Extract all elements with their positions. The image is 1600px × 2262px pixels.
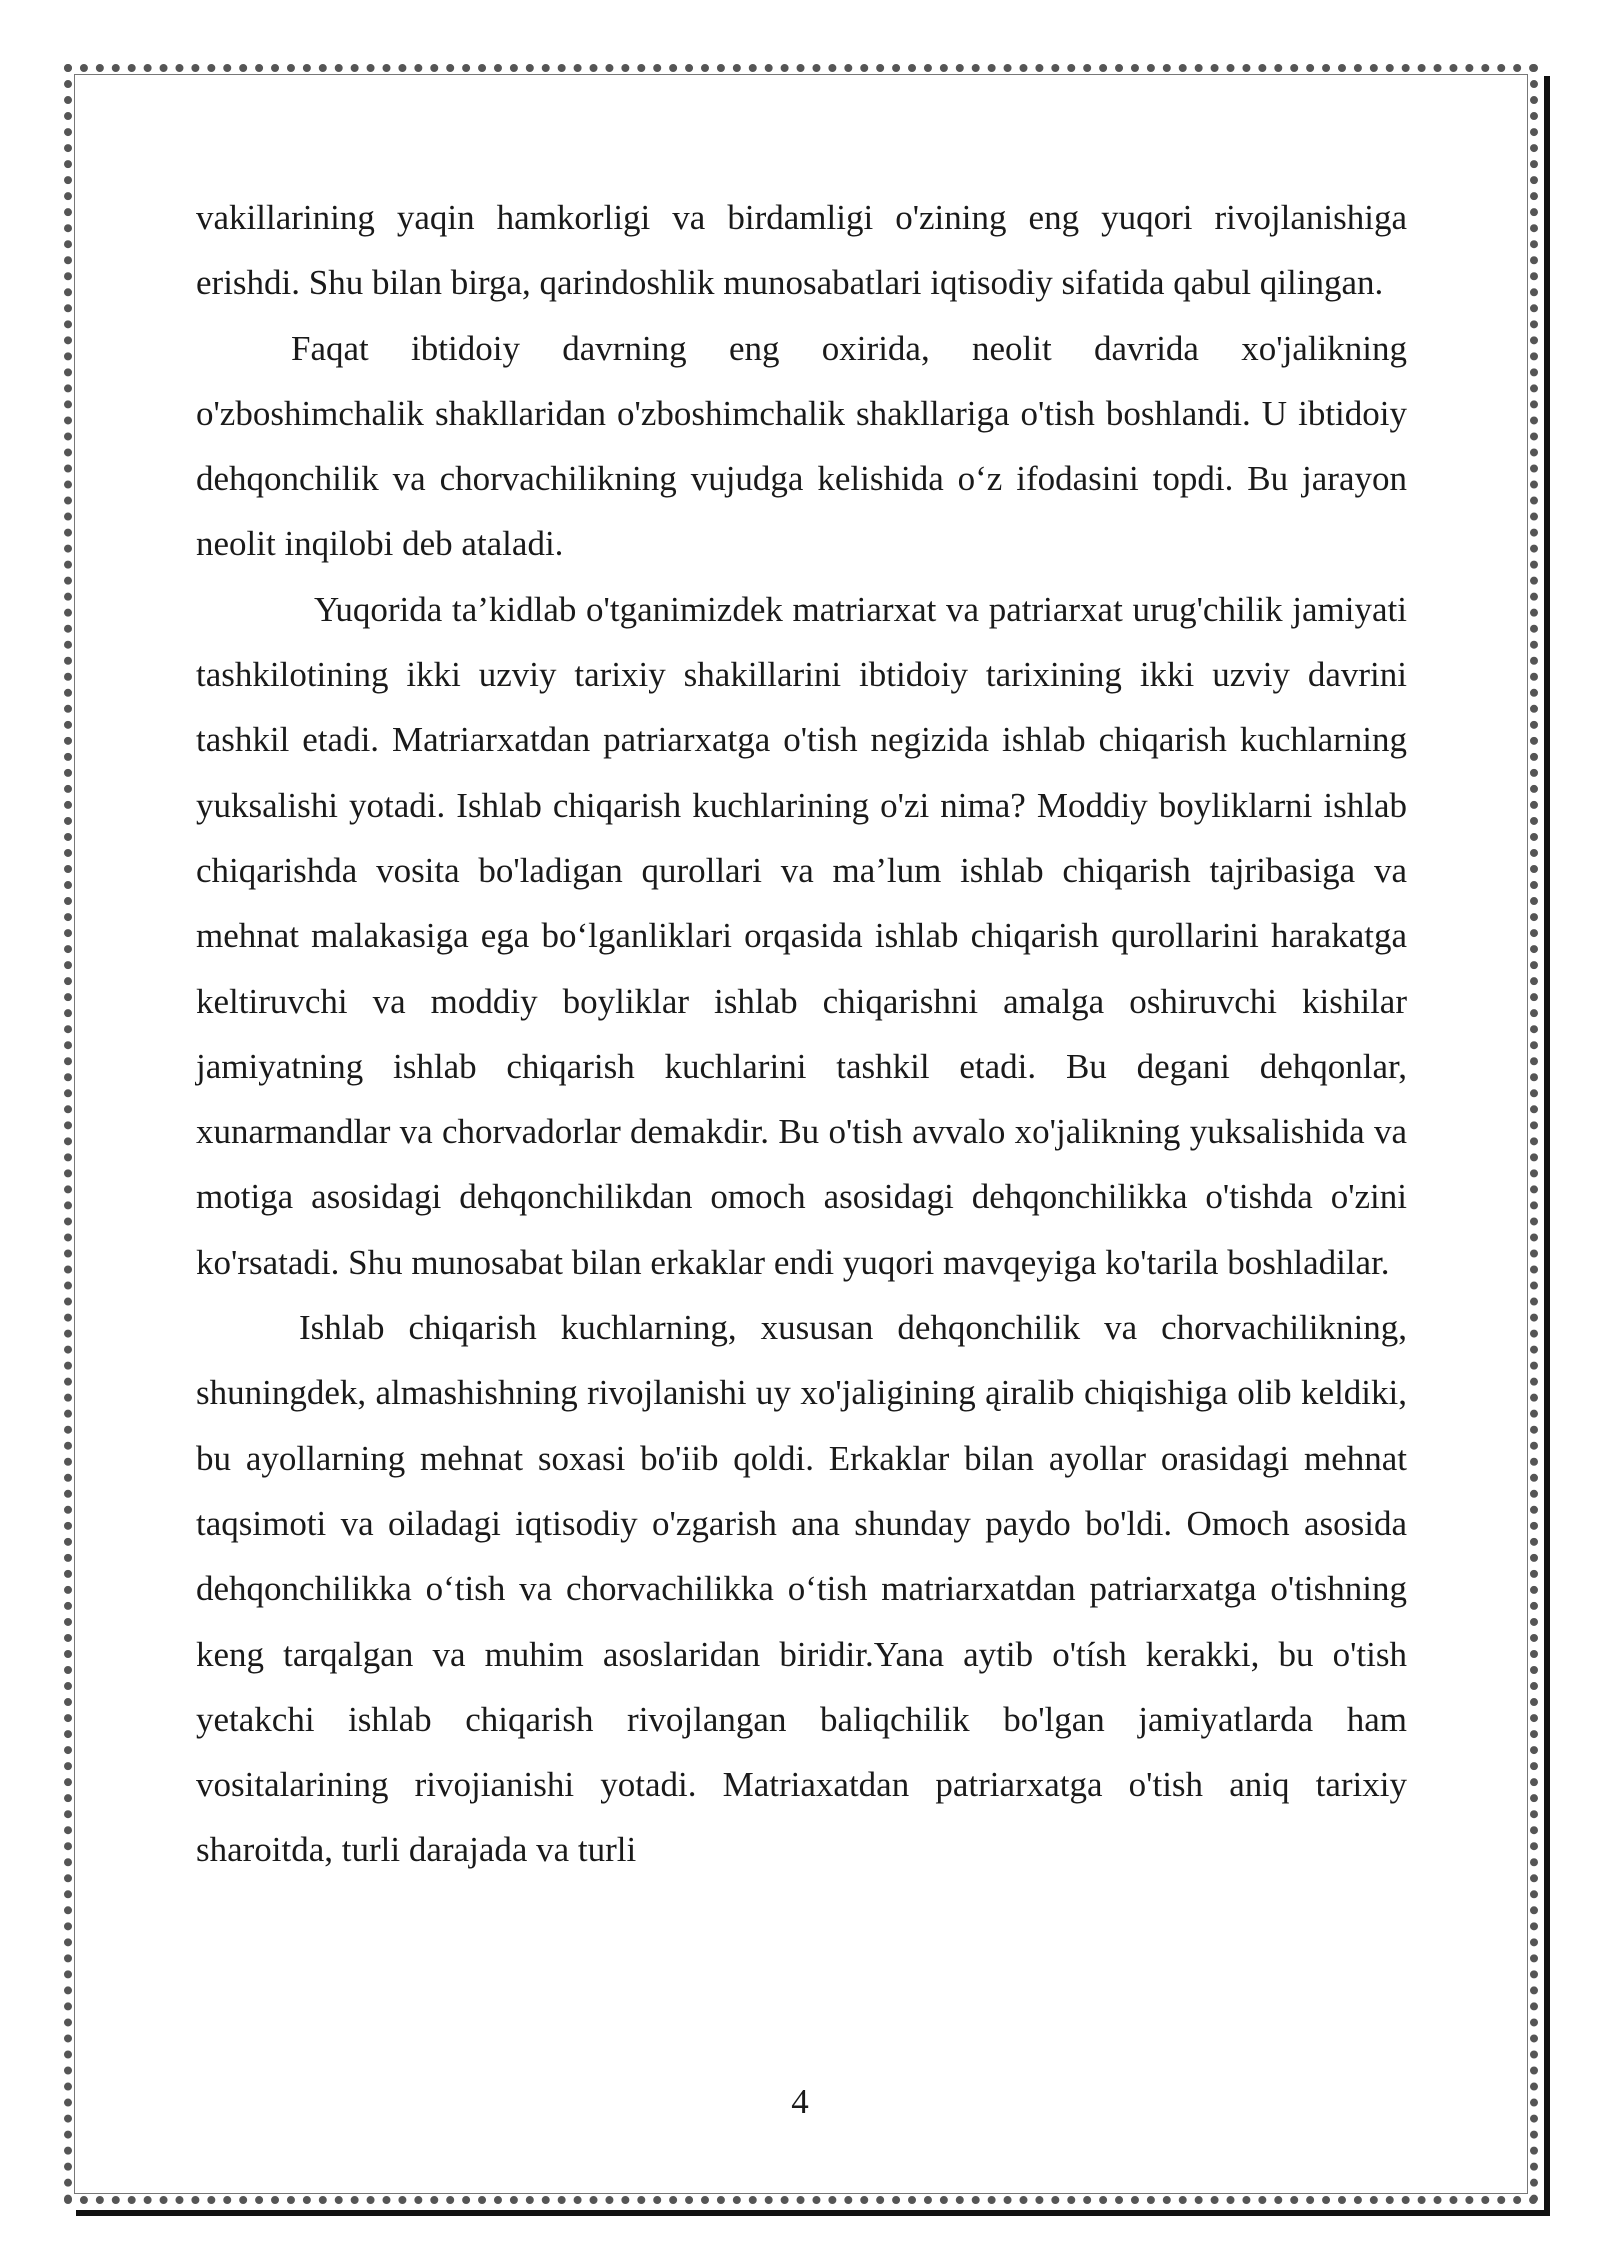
paragraph: Ishlab chiqarish kuchlarning, xususan dehqonchilik va chorvachilikning, shuningdek, almashishning rivojlanishi uy xo'jaligining ąiralib chiqishiga olib keldiki, bu ayollarning mehnat soxasi bo'iib qoldi. Erkaklar bilan ayollar orasidagi mehnat taqsimoti va oiladagi iqtisodiy o'zgarish ana shunday paydo bo'ldi. Omoch asosida dehqonchilikka o‘tish va chorvachilikka o‘tish matriarxatdan patriarxatga o'tishning keng tarqalgan va muhim asoslaridan biridir.Yana aytib o'tísh kerakki, bu o'tish yetakchi ishlab chiqarish rivojlangan baliqchilik bo'lgan jamiyatlarda ham vositalarining rivojianishi yotadi. Matriaxatdan patriarxatga o'tish aniq tarixiy sharoitda, turli darajada va turli	[196, 1308, 1407, 1870]
page-number: 4	[791, 2082, 809, 2121]
paragraph: Yuqorida ta’kidlab o'tganimizdek matriarxat va patriarxat urug'chilik jamiyati tashkilotining ikki uzviy tarixiy shakillarini ibtidoiy tarixining ikki uzviy davrini tashkil etadi. Matriarxatdan patriarxatga o'tish negizida ishlab chiqarish kuchlarning yuksalishi yotadi. Ishlab chiqarish kuchlarining o'zi nima? Moddiy boyliklarni ishlab chiqarishda vosita bo'ladigan qurollari va ma’lum ishlab chiqarish tajribasiga va mehnat malakasiga ega bo‘lganliklari orqasida ishlab chiqarish qurollarini harakatga keltiruvchi va moddiy boyliklar ishlab chiqarishni amalga oshiruvchi kishilar jamiyatning ishlab chiqarish kuchlarini tashkil etadi. Bu degani dehqonlar, xunarmandlar va chorvadorlar demakdir. Bu o'tish avvalo xo'jalikning yuksalishida va motiga asosidagi dehqonchilikdan omoch asosidagi dehqonchilikka o'tishda o'zini ko'rsatadi. Shu munosabat bilan erkaklar endi yuqori mavqeyiga ko'tarila boshladilar.	[196, 589, 1407, 1282]
document-body	[196, 185, 1407, 1883]
paragraph: Faqat ibtidoiy davrning eng oxirida, neolit davrida xo'jalikning o'zboshimchalik shakllaridan o'zboshimchalik shakllariga o'tish boshlandi. U ibtidoiy dehqonchilik va chorvachilikning vujudga kelishida o‘z ifodasini topdi. Bu jarayon neolit inqilobi deb ataladi.	[196, 328, 1407, 564]
paragraph: vakillarining yaqin hamkorligi va birdamligi o'zining eng yuqori rivojlanishiga erishdi. Shu bilan birga, qarindoshlik munosabatlari iqtisodiy sifatida qabul qilingan.	[196, 198, 1407, 303]
